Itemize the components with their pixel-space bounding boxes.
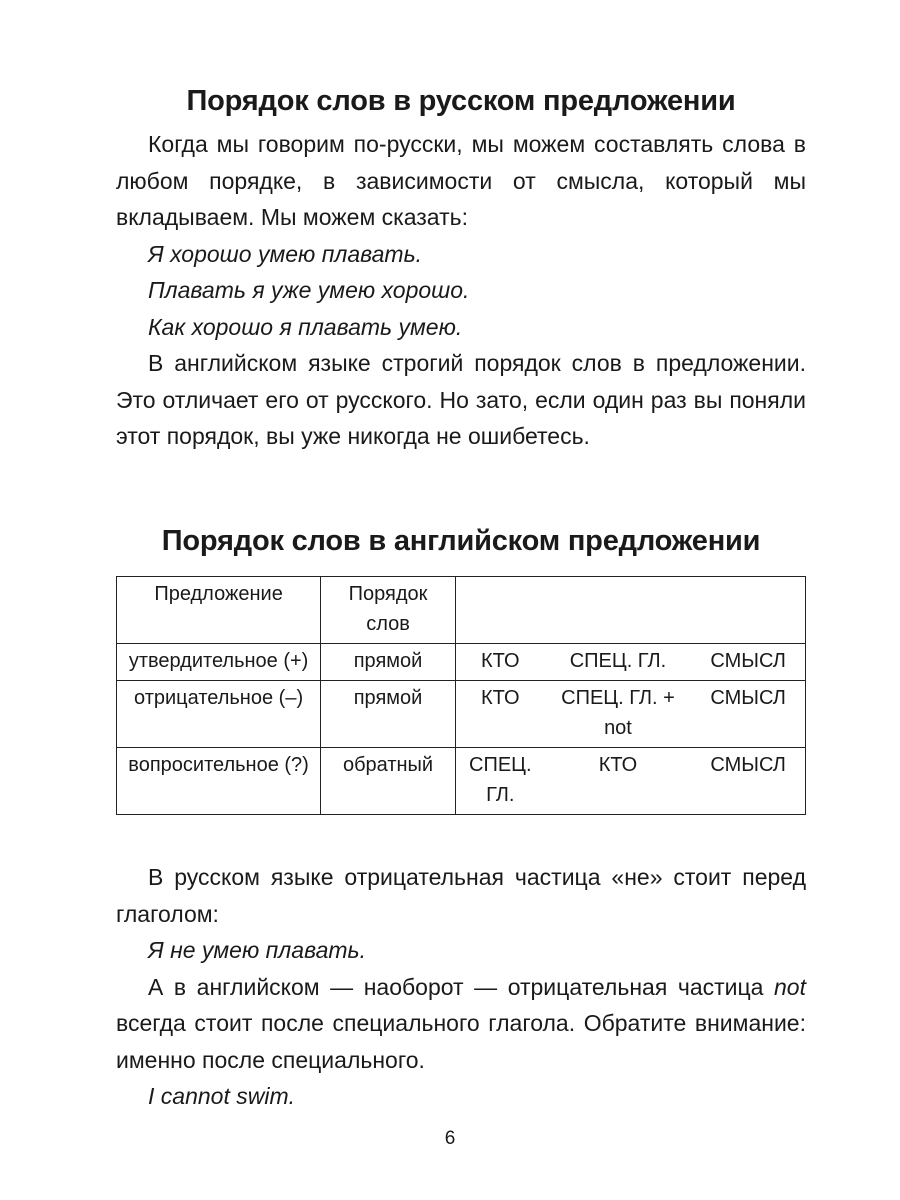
table-header-row (117, 577, 806, 644)
cell-order: прямой (321, 644, 456, 681)
negation-block (116, 859, 806, 1115)
page-number: 6 (444, 1128, 456, 1149)
cell-order: обратный (321, 748, 456, 815)
example-sentence: Я не умею плавать. (148, 937, 367, 963)
table-row (117, 748, 806, 815)
cell-sentence: вопросительное (?) (117, 748, 321, 815)
cell-slot-1: КТО (455, 644, 544, 681)
cell-slot-3: СМЫСЛ (691, 644, 805, 681)
example-sentence: Как хорошо я плавать умею. (148, 313, 463, 340)
example-sentence-english: I cannot swim. (148, 1083, 295, 1109)
section-title-english: Порядок слов в английском предложении (161, 525, 761, 557)
text-fragment: всегда стоит после специального глагола. Обратите внимание: именно после специального. (116, 1010, 806, 1073)
example-sentence: Я хорошо умею плавать. (148, 240, 423, 267)
cell-order: прямой (321, 681, 456, 748)
paragraph-english-order: В английском языке строгий порядок слов в предложении. Это отличает его от русского. Но зато, если один раз вы поняли этот порядок, вы уже никогда не ошибетесь. (116, 350, 806, 449)
cell-sentence: отрицательное (–) (117, 681, 321, 748)
section-title-russian: Порядок слов в русском предложении (186, 85, 736, 117)
table-row (117, 644, 806, 681)
text-fragment: А в английском — наоборот — отрицательная частица (148, 973, 775, 1000)
cell-slot-3: СМЫСЛ (691, 748, 805, 815)
cell-slot-2: СПЕЦ. ГЛ. + not (545, 681, 692, 748)
header-sentence: Предложение (117, 577, 321, 644)
paragraph-intro: Когда мы говорим по-русски, мы можем составлять слова в любом порядке, в зависимости от смысла, который мы вкладываем. Мы можем сказать: (116, 131, 806, 230)
inline-not: not (774, 973, 806, 1000)
table-row (117, 681, 806, 748)
example-sentence: Плавать я уже умею хорошо. (148, 277, 470, 303)
word-order-table (116, 576, 806, 815)
russian-word-order-block (116, 126, 806, 455)
paragraph-russian-negation: В русском языке отрицательная частица «не» стоит перед глаголом: (116, 864, 806, 927)
paragraph-english-negation (116, 969, 806, 1079)
cell-slot-2: КТО (545, 748, 692, 815)
header-order: Порядок слов (321, 577, 456, 644)
cell-sentence: утвердительное (+) (117, 644, 321, 681)
cell-slot-1: СПЕЦ. ГЛ. (455, 748, 544, 815)
cell-slot-3: СМЫСЛ (691, 681, 805, 748)
header-empty (455, 577, 805, 644)
cell-slot-2: СПЕЦ. ГЛ. (545, 644, 692, 681)
cell-slot-1: КТО (455, 681, 544, 748)
